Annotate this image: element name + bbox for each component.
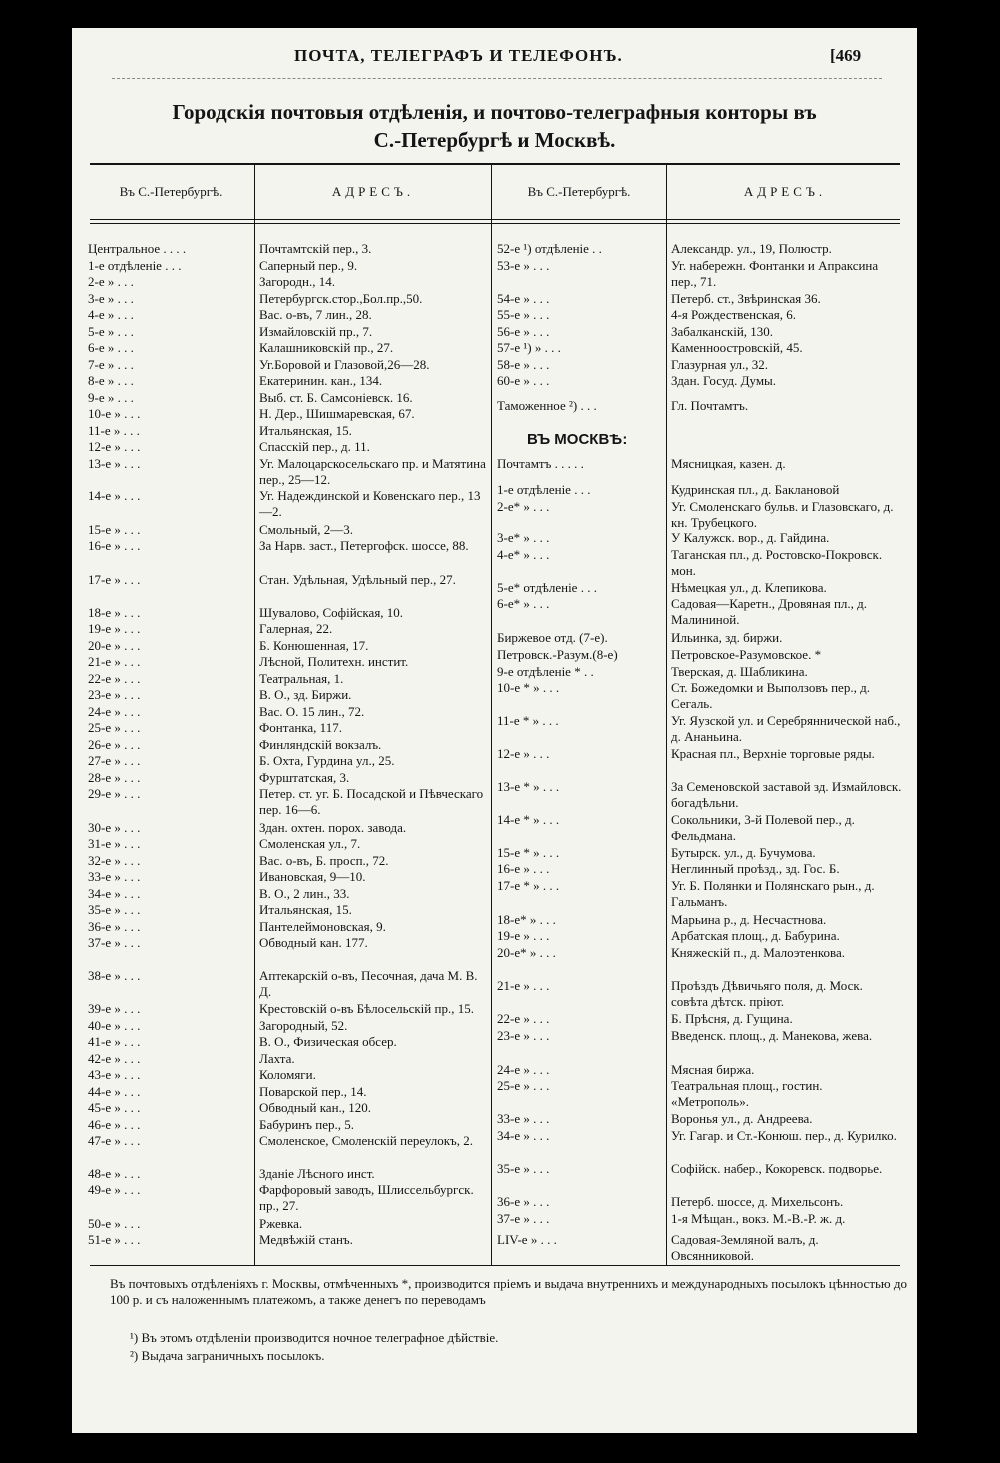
spb-left-address-19: Шувалово, Софійская, 10. [259, 605, 404, 620]
moscow-office-10: 9-е отдѣленіе * . . [497, 664, 594, 679]
moscow-address-16: Бутырск. ул., д. Бучумова. [671, 845, 816, 860]
spb-right-office-7: 58-е » . . . [497, 357, 550, 372]
moscow-office-26: 25-е » . . . [497, 1078, 550, 1093]
moscow-address-13: Красная пл., Верхніе торговые ряды. [671, 746, 875, 761]
spb-left-office-22: 21-е » . . . [88, 654, 141, 669]
moscow-office-9: Петровск.-Разум.(8-е) [497, 647, 618, 662]
moscow-office-24: 23-е » . . . [497, 1028, 550, 1043]
running-title: ПОЧТА, ТЕЛЕГРАФЪ И ТЕЛЕФОНЪ. [294, 46, 623, 65]
spb-left-office-15: 14-е » . . . [88, 488, 141, 503]
spb-right-address-8: Здан. Госуд. Думы. [671, 373, 777, 388]
moscow-address-4: У Калужск. вор., д. Гайдина. [671, 530, 830, 545]
moscow-office-6: 5-е* отдѣленіе . . . [497, 580, 597, 595]
spb-left-office-49: 48-е » . . . [88, 1166, 141, 1181]
spb-right-address-4: 4-я Рождественская, 6. [671, 307, 796, 322]
spb-left-address-14: Уг. Малоцарскосельскаго пр. и Матятина пер., 25—12. [259, 456, 486, 487]
moscow-address-31: 1-я Мѣщан., вокз. М.-В.-Р. ж. д. [671, 1211, 846, 1226]
spb-left-office-30: 29-е » . . . [88, 786, 141, 801]
moscow-office-30: 36-е » . . . [497, 1194, 550, 1209]
spb-left-address-27: Финляндскій вокзалъ. [259, 737, 382, 752]
moscow-address-23: Б. Прѣсня, д. Гущина. [671, 1011, 793, 1026]
footnote-1: ¹) Въ этомъ отдѣленіи производится ночное телеграфное дѣйствіе. [130, 1330, 499, 1345]
spb-left-office-32: 31-е » . . . [88, 836, 141, 851]
spb-left-address-47: Бабуринъ пер., 5. [259, 1117, 354, 1132]
spb-left-address-29: Фурштатская, 3. [259, 770, 350, 785]
spb-left-address-28: Б. Охта, Гурдина ул., 25. [259, 753, 395, 768]
table-bottom-rule [90, 1265, 900, 1266]
spb-left-address-13: Спасскій пер., д. 11. [259, 439, 370, 454]
spb-left-office-27: 26-е » . . . [88, 737, 141, 752]
table-header-rule [90, 219, 900, 220]
spb-left-office-10: 9-е » . . . [88, 390, 134, 405]
moscow-office-31: 37-е » . . . [497, 1211, 550, 1226]
spb-right-address-1: Александр. ул., 19, Полюстр. [671, 241, 832, 256]
spb-left-address-20: Галерная, 22. [259, 621, 333, 636]
moscow-office-17: 16-е » . . . [497, 861, 550, 876]
moscow-address-20: Арбатская площ., д. Бабурина. [671, 928, 840, 943]
spb-left-address-34: Ивановская, 9—10. [259, 869, 366, 884]
spb-left-office-31: 30-е » . . . [88, 820, 141, 835]
spb-left-office-11: 10-е » . . . [88, 406, 141, 421]
spb-left-address-36: Итальянская, 15. [259, 902, 352, 917]
running-header [72, 46, 917, 72]
col-header-address-2: АДРЕСЪ. [743, 184, 827, 199]
spb-left-address-49: Зданіе Лѣсного инст. [259, 1166, 375, 1181]
spb-left-address-6: Измайловскій пр., 7. [259, 324, 373, 339]
moscow-address-15: Сокольники, 3-й Полевой пер., д. Фельдмана. [671, 812, 855, 843]
spb-right-office-9: Таможенное ²) . . . [497, 398, 597, 413]
spb-right-office-2: 53-е » . . . [497, 258, 550, 273]
moscow-address-18: Уг. Б. Полянки и Полянскаго рын., д. Гальманъ. [671, 878, 875, 909]
moscow-office-2: 1-е отдѣленіе . . . [497, 482, 591, 497]
spb-right-address-5: Забалканскій, 130. [671, 324, 774, 339]
col-header-spb-2: Въ С.-Петербургѣ. [527, 184, 631, 199]
moscow-office-15: 14-е * » . . . [497, 812, 560, 827]
spb-right-office-8: 60-е » . . . [497, 373, 550, 388]
spb-left-address-33: Вас. о-въ, Б. просп., 72. [259, 853, 389, 868]
spb-right-office-4: 55-е » . . . [497, 307, 550, 322]
spb-left-office-16: 15-е » . . . [88, 522, 141, 537]
spb-left-address-17: За Нарв. заст., Петергофск. шоссе, 88. [259, 538, 469, 553]
moscow-office-27: 33-е » . . . [497, 1111, 550, 1126]
spb-left-address-8: Уг.Боровой и Глазовой,26—28. [259, 357, 430, 372]
spb-left-office-45: 44-е » . . . [88, 1084, 141, 1099]
moscow-address-11: Ст. Божедомки и Выползовъ пер., д. Сегаль. [671, 680, 870, 711]
col-divider-2 [491, 165, 492, 1265]
spb-left-office-3: 2-е » . . . [88, 274, 134, 289]
spb-left-address-7: Калашниковскій пр., 27. [259, 340, 394, 355]
spb-left-office-21: 20-е » . . . [88, 638, 141, 653]
table-top-rule [90, 163, 900, 165]
spb-left-office-34: 33-е » . . . [88, 869, 141, 884]
moscow-office-7: 6-е* » . . . [497, 596, 550, 611]
moscow-address-12: Уг. Яузской ул. и Серебряннической наб., д. Ананьина. [671, 713, 901, 744]
spb-left-office-17: 16-е » . . . [88, 538, 141, 553]
moscow-address-7: Садовая—Каретн., Дровяная пл., д. Малининой. [671, 596, 868, 627]
moscow-address-26: Театральная площ., гостин. «Метрополь». [671, 1078, 823, 1109]
moscow-office-25: 24-е » . . . [497, 1062, 550, 1077]
moscow-office-16: 15-е * » . . . [497, 845, 560, 860]
spb-left-office-19: 18-е » . . . [88, 605, 141, 620]
spb-left-address-11: Н. Дер., Шишмаревская, 67. [259, 406, 415, 421]
spb-left-address-18: Стан. Удѣльная, Удѣльный пер., 27. [259, 572, 456, 587]
moscow-address-14: За Семеновской заставой зд. Измайловск. богадѣльни. [671, 779, 902, 810]
spb-left-address-2: Саперный пер., 9. [259, 258, 358, 273]
spb-left-office-33: 32-е » . . . [88, 853, 141, 868]
col-header-address-1: АДРЕСЪ. [331, 184, 415, 199]
spb-right-address-2: Уг. набережн. Фонтанки и Апраксина пер., 71. [671, 258, 879, 289]
moscow-office-3: 2-е* » . . . [497, 499, 550, 514]
spb-right-office-6: 57-е ¹) » . . . [497, 340, 561, 355]
spb-left-address-42: В. О., Физическая обсер. [259, 1034, 397, 1049]
spb-left-office-20: 19-е » . . . [88, 621, 141, 636]
spb-left-address-40: Крестовскій о-въ Бѣлосельскій пр., 15. [259, 1001, 474, 1016]
spb-left-address-12: Итальянская, 15. [259, 423, 352, 438]
spb-left-address-4: Петербургск.стор.,Бол.пр.,50. [259, 291, 423, 306]
spb-left-address-23: Театральная, 1. [259, 671, 344, 686]
spb-left-address-9: Екатеринин. кан., 134. [259, 373, 383, 388]
spb-left-office-6: 5-е » . . . [88, 324, 134, 339]
spb-left-office-37: 36-е » . . . [88, 919, 141, 934]
decorative-rule [112, 78, 882, 79]
spb-left-office-41: 40-е » . . . [88, 1018, 141, 1033]
spb-left-office-39: 38-е » . . . [88, 968, 141, 983]
spb-left-office-23: 22-е » . . . [88, 671, 141, 686]
spb-left-office-13: 12-е » . . . [88, 439, 141, 454]
moscow-address-24: Введенск. площ., д. Манекова, жева. [671, 1028, 873, 1043]
moscow-office-5: 4-е* » . . . [497, 547, 550, 562]
spb-right-address-7: Глазурная ул., 32. [671, 357, 769, 372]
spb-left-address-52: Медвѣжій станъ. [259, 1232, 353, 1247]
spb-left-address-22: Лѣсной, Политехн. инстит. [259, 654, 409, 669]
spb-left-address-30: Петер. ст. уг. Б. Посадской и Пѣвческаго пер. 16—6. [259, 786, 484, 817]
moscow-address-5: Таганская пл., д. Ростовско-Покровск. мон. [671, 547, 883, 578]
page-number: [469 [830, 46, 862, 65]
moscow-address-19: Марьина р., д. Несчастнова. [671, 912, 827, 927]
table-header-rule-2 [90, 223, 900, 224]
moscow-address-22: Проѣздъ Дѣвичьяго поля, д. Моск. совѣта дѣтск. пріют. [671, 978, 863, 1009]
moscow-office-28: 34-е » . . . [497, 1128, 550, 1143]
spb-right-office-1: 52-е ¹) отдѣленіе . . [497, 241, 602, 256]
moscow-office-1: Почтамтъ . . . . . [497, 456, 584, 471]
moscow-address-2: Кудринская пл., д. Бакланoвой [671, 482, 840, 497]
moscow-office-22: 21-е » . . . [497, 978, 550, 993]
spb-left-address-15: Уг. Надеждинской и Ковенскаго пер., 13—2. [259, 488, 481, 519]
heading-line-1: Городскія почтовыя отдѣленія, и почтово-телеграфныя конторы въ [172, 100, 817, 124]
moscow-address-17: Неглинный проѣзд., зд. Гос. Б. [671, 861, 840, 876]
spb-left-office-12: 11-е » . . . [88, 423, 140, 438]
spb-left-address-25: Вас. О. 15 лин., 72. [259, 704, 365, 719]
spb-left-address-1: Почтамтскій пер., 3. [259, 241, 372, 256]
spb-left-office-44: 43-е » . . . [88, 1067, 141, 1082]
spb-left-office-7: 6-е » . . . [88, 340, 134, 355]
moscow-office-8: Биржевое отд. (7-е). [497, 630, 608, 645]
spb-left-address-39: Аптекарскій о-въ, Песочная, дача М. В. Д. [259, 968, 478, 999]
moscow-address-6: Нѣмецкая ул., д. Клепикова. [671, 580, 827, 595]
spb-left-address-24: В. О., зд. Биржи. [259, 687, 352, 702]
moscow-address-1: Мясницкая, казен. д. [671, 456, 786, 471]
spb-left-office-47: 46-е » . . . [88, 1117, 141, 1132]
moscow-address-21: Княжескій п., д. Малоэтенкова. [671, 945, 845, 960]
moscow-heading: ВЪ МОСКВѢ: [527, 431, 628, 448]
spb-left-office-40: 39-е » . . . [88, 1001, 141, 1016]
spb-left-office-8: 7-е » . . . [88, 357, 134, 372]
spb-right-office-3: 54-е » . . . [497, 291, 550, 306]
spb-left-address-21: Б. Конюшенная, 17. [259, 638, 369, 653]
spb-left-office-38: 37-е » . . . [88, 935, 141, 950]
spb-left-office-42: 41-е » . . . [88, 1034, 141, 1049]
spb-left-address-26: Фонтанка, 117. [259, 720, 342, 735]
moscow-address-25: Мясная биржа. [671, 1062, 755, 1077]
spb-left-office-35: 34-е » . . . [88, 886, 141, 901]
spb-left-office-14: 13-е » . . . [88, 456, 141, 471]
spb-right-office-5: 56-е » . . . [497, 324, 550, 339]
spb-right-address-3: Петерб. ст., Звѣринская 36. [671, 291, 821, 306]
spb-left-office-48: 47-е » . . . [88, 1133, 141, 1148]
moscow-address-30: Петерб. шоссе, д. Михельсонъ. [671, 1194, 844, 1209]
moscow-address-3: Уг. Смоленскаго бульв. и Глазовскаго, д. кн. Трубецкого. [671, 499, 894, 530]
spb-left-address-32: Смоленская ул., 7. [259, 836, 361, 851]
spb-left-address-3: Загородн., 14. [259, 274, 335, 289]
spb-left-office-26: 25-е » . . . [88, 720, 141, 735]
spb-left-office-24: 23-е » . . . [88, 687, 141, 702]
spb-left-address-37: Пантелеймоновская, 9. [259, 919, 386, 934]
spb-left-office-25: 24-е » . . . [88, 704, 141, 719]
spb-right-address-6: Каменноостровскій, 45. [671, 340, 803, 355]
moscow-address-9: Петровское-Разумовское. * [671, 647, 822, 662]
spb-left-office-50: 49-е » . . . [88, 1182, 141, 1197]
moscow-office-29: 35-е » . . . [497, 1161, 550, 1176]
spb-left-address-46: Обводный кан., 120. [259, 1100, 372, 1115]
spb-left-office-2: 1-е отдѣленіе . . . [88, 258, 182, 273]
page-heading [72, 98, 917, 154]
moscow-address-28: Уг. Гагар. и Ст.-Конюш. пер., д. Курилко. [671, 1128, 897, 1143]
moscow-office-23: 22-е » . . . [497, 1011, 550, 1026]
spb-left-office-4: 3-е » . . . [88, 291, 134, 306]
moscow-address-32: Садовая-Земляной валъ, д. Овсянниковой. [671, 1232, 819, 1263]
spb-left-office-51: 50-е » . . . [88, 1216, 141, 1231]
spb-left-address-43: Лахта. [259, 1051, 295, 1066]
spb-left-address-44: Коломяги. [259, 1067, 316, 1082]
spb-left-address-50: Фарфоровый заводъ, Шлиссельбургск. пр., 27. [259, 1182, 474, 1213]
spb-left-address-10: Выб. ст. Б. Самсоніевск. 16. [259, 390, 413, 405]
spb-left-address-41: Загородный, 52. [259, 1018, 348, 1033]
moscow-address-29: Софійск. набер., Кокоревск. подворье. [671, 1161, 883, 1176]
spb-left-office-36: 35-е » . . . [88, 902, 141, 917]
moscow-office-32: LIV-е » . . . [497, 1232, 557, 1247]
moscow-office-14: 13-е * » . . . [497, 779, 560, 794]
heading-line-2: С.-Петербургѣ и Москвѣ. [373, 128, 616, 152]
moscow-office-21: 20-е* » . . . [497, 945, 556, 960]
spb-left-office-46: 45-е » . . . [88, 1100, 141, 1115]
spb-left-address-48: Смоленское, Смоленскій переулокъ, 2. [259, 1133, 474, 1148]
footer-note: Въ почтовыхъ отдѣленіяхъ г. Москвы, отмѣченныхъ *, производится пріемъ и выдача внутреннихъ и международныхъ посылокъ цѣнностью до 100 р. и съ наложеннымъ платежомъ, а также денегъ по переводамъ [110, 1276, 907, 1307]
moscow-address-8: Ильинка, зд. биржи. [671, 630, 783, 645]
spb-left-office-18: 17-е » . . . [88, 572, 141, 587]
moscow-office-11: 10-е * » . . . [497, 680, 560, 695]
spb-left-address-16: Смольный, 2—3. [259, 522, 354, 537]
spb-left-office-5: 4-е » . . . [88, 307, 134, 322]
moscow-office-18: 17-е * » . . . [497, 878, 560, 893]
spb-right-address-9: Гл. Почтамтъ. [671, 398, 749, 413]
moscow-office-12: 11-е * » . . . [497, 713, 559, 728]
spb-left-address-38: Обводный кан. 177. [259, 935, 368, 950]
spb-left-address-45: Поварской пер., 14. [259, 1084, 367, 1099]
moscow-address-10: Тверская, д. Шабликина. [671, 664, 808, 679]
spb-left-office-9: 8-е » . . . [88, 373, 134, 388]
spb-left-office-43: 42-е » . . . [88, 1051, 141, 1066]
moscow-office-20: 19-е » . . . [497, 928, 550, 943]
spb-left-address-31: Здан. охтен. порох. завода. [259, 820, 407, 835]
moscow-address-27: Воронья ул., д. Андреева. [671, 1111, 813, 1126]
spb-left-office-29: 28-е » . . . [88, 770, 141, 785]
moscow-office-19: 18-е* » . . . [497, 912, 556, 927]
col-header-spb-1: Въ С.-Петербургѣ. [119, 184, 223, 199]
document-page [72, 28, 917, 1433]
moscow-office-4: 3-е* » . . . [497, 530, 550, 545]
spb-left-address-35: В. О., 2 лин., 33. [259, 886, 350, 901]
spb-left-office-28: 27-е » . . . [88, 753, 141, 768]
footnote-2: ²) Выдача заграничныхъ посылокъ. [130, 1348, 325, 1363]
spb-left-office-1: Центральное . . . . [88, 241, 187, 256]
spb-left-address-51: Ржевка. [259, 1216, 303, 1231]
spb-left-address-5: Вас. о-въ, 7 лин., 28. [259, 307, 372, 322]
moscow-office-13: 12-е » . . . [497, 746, 550, 761]
spb-left-office-52: 51-е » . . . [88, 1232, 141, 1247]
